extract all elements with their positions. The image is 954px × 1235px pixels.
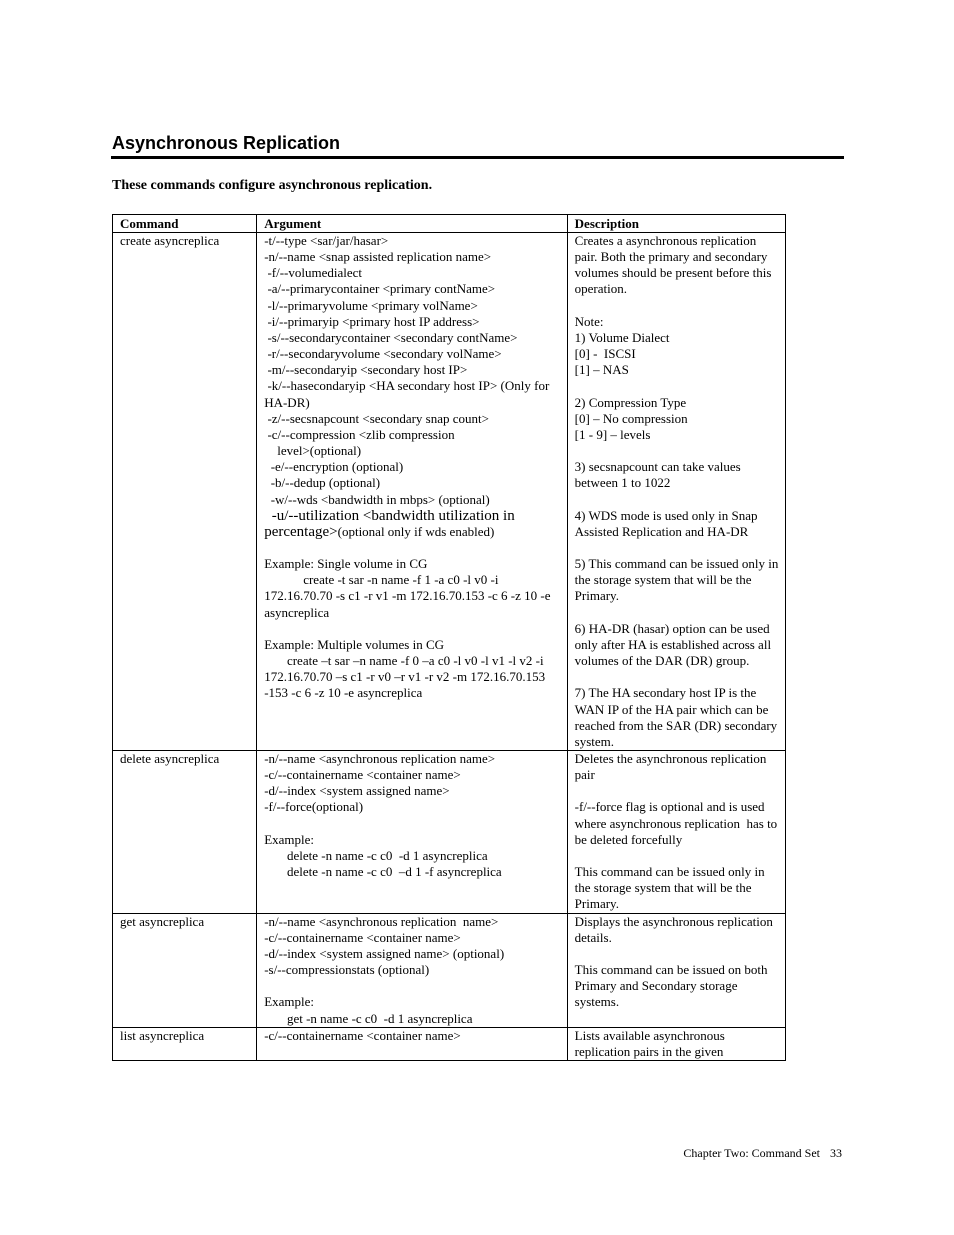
argument-cell [257,1027,567,1060]
description-cell [567,233,785,751]
description-cell [567,1027,785,1060]
description-text: Displays the asynchronous replication details. This command can be issued on both Primary and Secondary storage systems. [574,913,773,1010]
argument-text: -n/--name <asynchronous replication name> -c/--containername <container name> -d/--index <system assigned name> -f/--force(optional) Example: delete -n name -c c0 -d 1 asyncreplica delete -n name -c c0 –d 1 -f asyncreplica [264,751,502,880]
footer-chapter: Chapter Two: Command Set [683,1146,820,1160]
description-text: Lists available asynchronous replication pairs in the given [574,1027,729,1059]
section-title: Asynchronous Replication [112,133,341,153]
command-name: delete asyncreplica [120,751,220,766]
table-row [113,751,786,914]
description-cell [567,913,785,1027]
command-name: get asyncreplica [120,913,205,929]
description-text: Creates a asynchronous replication pair. Both the primary and secondary volumes should be present before this operation. Note: 1) Volume Dialect [0] - ISCSI [1] – NAS 2) Compression Type [0] – No compression [1 - 9] – levels 3) secsnapcount can take values between 1 to 1022 4) WDS mode is used only in Snap Assisted Replication and HA-DR 5) This command can be issued only in the storage system that will be the Primary. 6) HA-DR (hasar) option can be used only after HA is established across all volumes of the DAR (DR) group. 7) The HA secondary host IP is the WAN IP of the HA pair which can be reached from the SAR (DR) secondary system. [574,233,779,749]
table-row [113,913,786,1027]
utilization-note: (optional only if wds enabled) [337,523,495,539]
utilization-option: -u/--utilization <bandwidth utilization in percentage> [264,507,519,540]
command-cell [113,1027,257,1060]
command-name: create asyncreplica [120,233,220,248]
page-number: 33 [830,1146,842,1160]
argument-cell [257,913,567,1027]
description-cell [567,751,785,914]
description-text: Deletes the asynchronous replication pair -f/--force flag is optional and is used where asynchronous replication has to be deleted forcefully This command can be issued only in the storage system that will be the Primary. [574,751,778,912]
header-description: Description [567,215,785,233]
title-rule [111,156,844,159]
table-header-row [113,215,786,233]
command-cell [113,913,257,1027]
command-table [112,214,786,1061]
command-cell [113,751,257,914]
page-footer [673,1146,842,1161]
header-argument: Argument [257,215,567,233]
argument-text: -t/--type <sar/jar/hasar> -n/--name <snap assisted replication name> -f/--volumedialect -a/--primarycontainer <primary contName> -l/--primaryvolume <primary volName> -i/--primaryip <primary host IP address> -s/--secondarycontainer <secondary contName> -r/--secondaryvolume <secondary volName> -m/--secondaryip <secondary host IP> -k/--hasecondaryip <HA secondary host IP> (Only for HA-DR) -z/--secsnapcount <secondary snap count> -c/--compression <zlib compression level>(optional) -e/--encryption (optional) -b/--dedup (optional) -w/--wds <bandwidth in mbps> (optional) [264,233,550,507]
command-cell [113,233,257,751]
argument-text: -n/--name <asynchronous replication name> -c/--containername <container name> -d/--index <system assigned name> (optional) -s/--compressionstats (optional) Example: get -n name -c c0 -d 1 asyncreplica [264,913,505,1026]
argument-examples: Example: Single volume in CG create -t sar -n name -f 1 -a c0 -l v0 -i 172.16.70.70 -s c1 -r v1 -m 172.16.70.153 -c 6 -z 10 -e asyncreplica Example: Multiple volumes in CG create –t sar –n name -f 0 –a c0 -l v0 -l v1 -l v2 -i 172.16.70.70 –s c1 -r v0 –r v1 -r v2 -m 172.16.70.153 -153 -c 6 -z 10 -e asyncreplica [264,556,551,701]
table-row [113,1027,786,1060]
argument-text: -c/--containername <container name> [264,1027,461,1043]
command-name: list asyncreplica [120,1027,205,1043]
table-row [113,233,786,751]
argument-cell [257,751,567,914]
intro-text: These commands configure asynchronous replication. [112,178,433,193]
utilization-argument [264,508,563,540]
header-command: Command [113,215,257,233]
argument-cell [257,233,567,751]
